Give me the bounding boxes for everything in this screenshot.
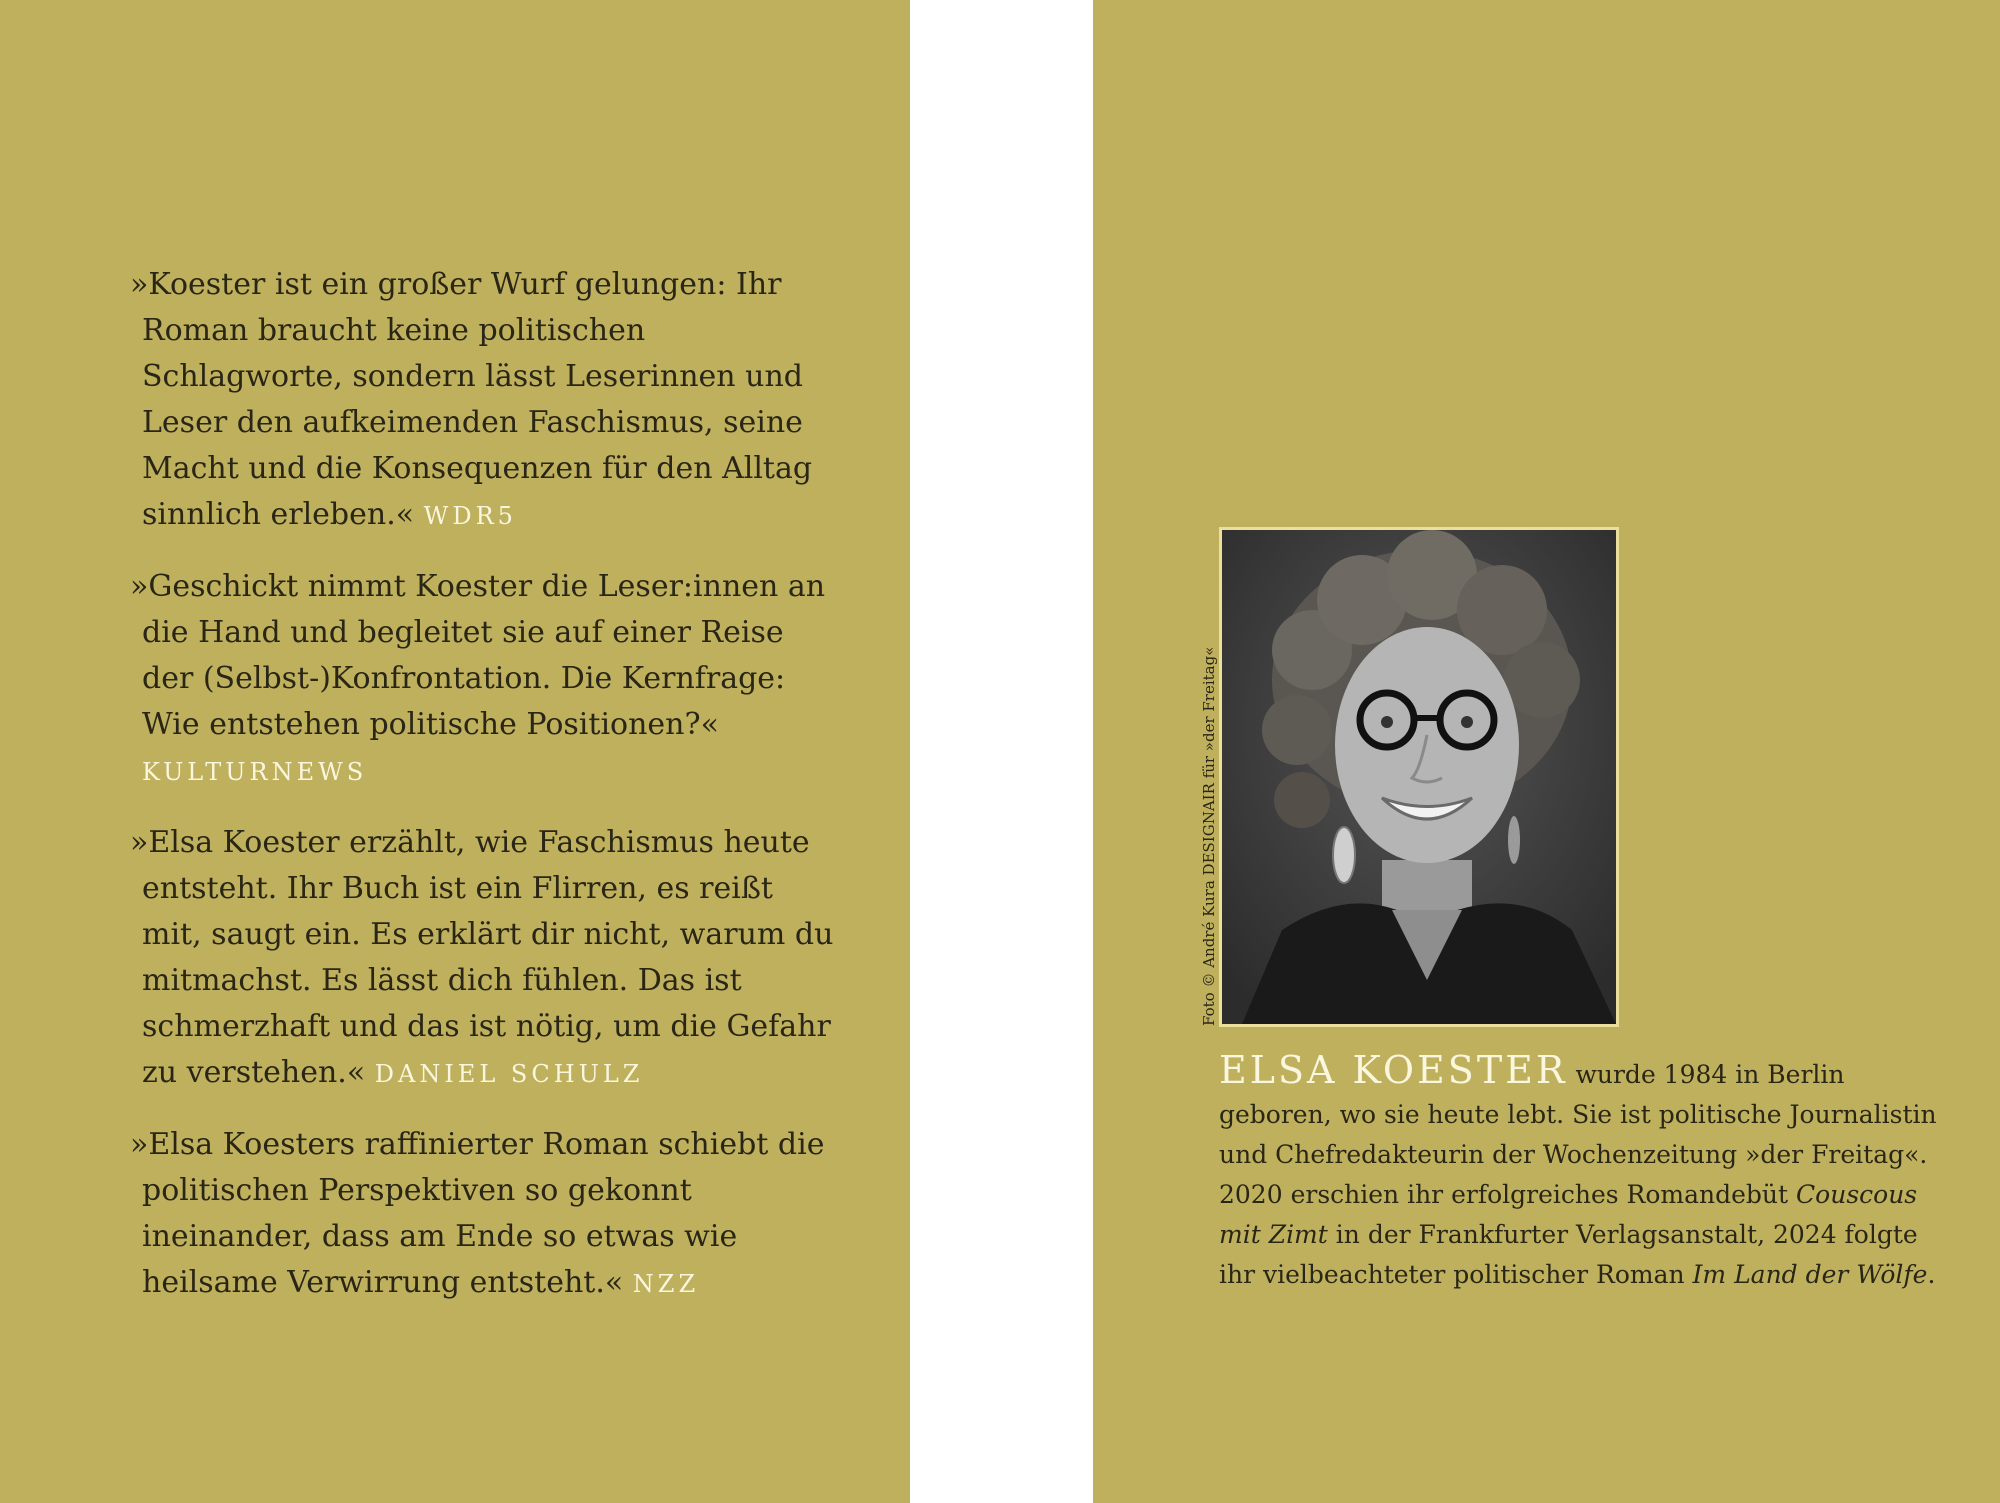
review-quote	[130, 1122, 840, 1307]
quote-source: WDR5	[423, 502, 517, 530]
quote-text: »Elsa Koester erzählt, wie Faschismus heute entsteht. Ihr Buch ist ein Flirren, es reißt mit, saugt ein. Es erklärt dir nicht, warum du mitmachst. Es lässt dich fühlen. Das ist schmerzhaft und das ist nötig, um die Gefahr zu verstehen.«	[130, 825, 834, 1090]
author-portrait-illustration	[1222, 530, 1616, 1024]
author-name: ELSA KOESTER	[1219, 1048, 1568, 1092]
bio-text: .	[1927, 1260, 1936, 1289]
author-photo	[1219, 527, 1619, 1027]
quote-source: KULTURNEWS	[142, 758, 368, 786]
book-title: Couscous mit Zimt	[1219, 1180, 1918, 1249]
review-quotes	[130, 262, 840, 1332]
quote-source: DANIEL SCHULZ	[374, 1060, 644, 1088]
back-cover-panel	[0, 0, 910, 1503]
quote-text: »Elsa Koesters raffinierter Roman schiebt die politischen Perspektiven so gekonnt ineinander, dass am Ende so etwas wie heilsame Verwirrung entsteht.«	[130, 1127, 825, 1300]
bio-text: in der Frankfurter Verlagsanstalt, 2024 folgte ihr vielbeachteter politischer Roman	[1219, 1220, 1918, 1289]
review-quote	[130, 262, 840, 539]
author-bio	[1219, 1050, 1959, 1295]
page-gutter	[910, 0, 1093, 1503]
book-title: Im Land der Wölfe	[1692, 1260, 1928, 1289]
photo-credit: Foto © André Kura DESIGNAIR für »der Freitag«	[1200, 646, 1218, 1026]
bio-text: wurde 1984 in Berlin geboren, wo sie heute lebt. Sie ist politische Journalistin und Chefredakteurin der Wochenzeitung »der Freitag«. 2020 erschien ihr erfolgreiches Romandebüt	[1219, 1060, 1937, 1209]
review-quote	[130, 820, 840, 1097]
quote-text: »Koester ist ein großer Wurf gelungen: Ihr Roman braucht keine politischen Schlagworte, sondern lässt Leserinnen und Leser den aufkeimenden Faschismus, seine Macht und die Konsequenzen für den Alltag sinnlich erleben.«	[130, 267, 813, 532]
quote-text: »Geschickt nimmt Koester die Leser:innen an die Hand und begleitet sie auf einer Reise der (Selbst-)Konfrontation. Die Kernfrage: Wie entstehen politische Positionen?«	[130, 569, 826, 742]
quote-source: NZZ	[632, 1270, 700, 1298]
review-quote	[130, 564, 840, 795]
